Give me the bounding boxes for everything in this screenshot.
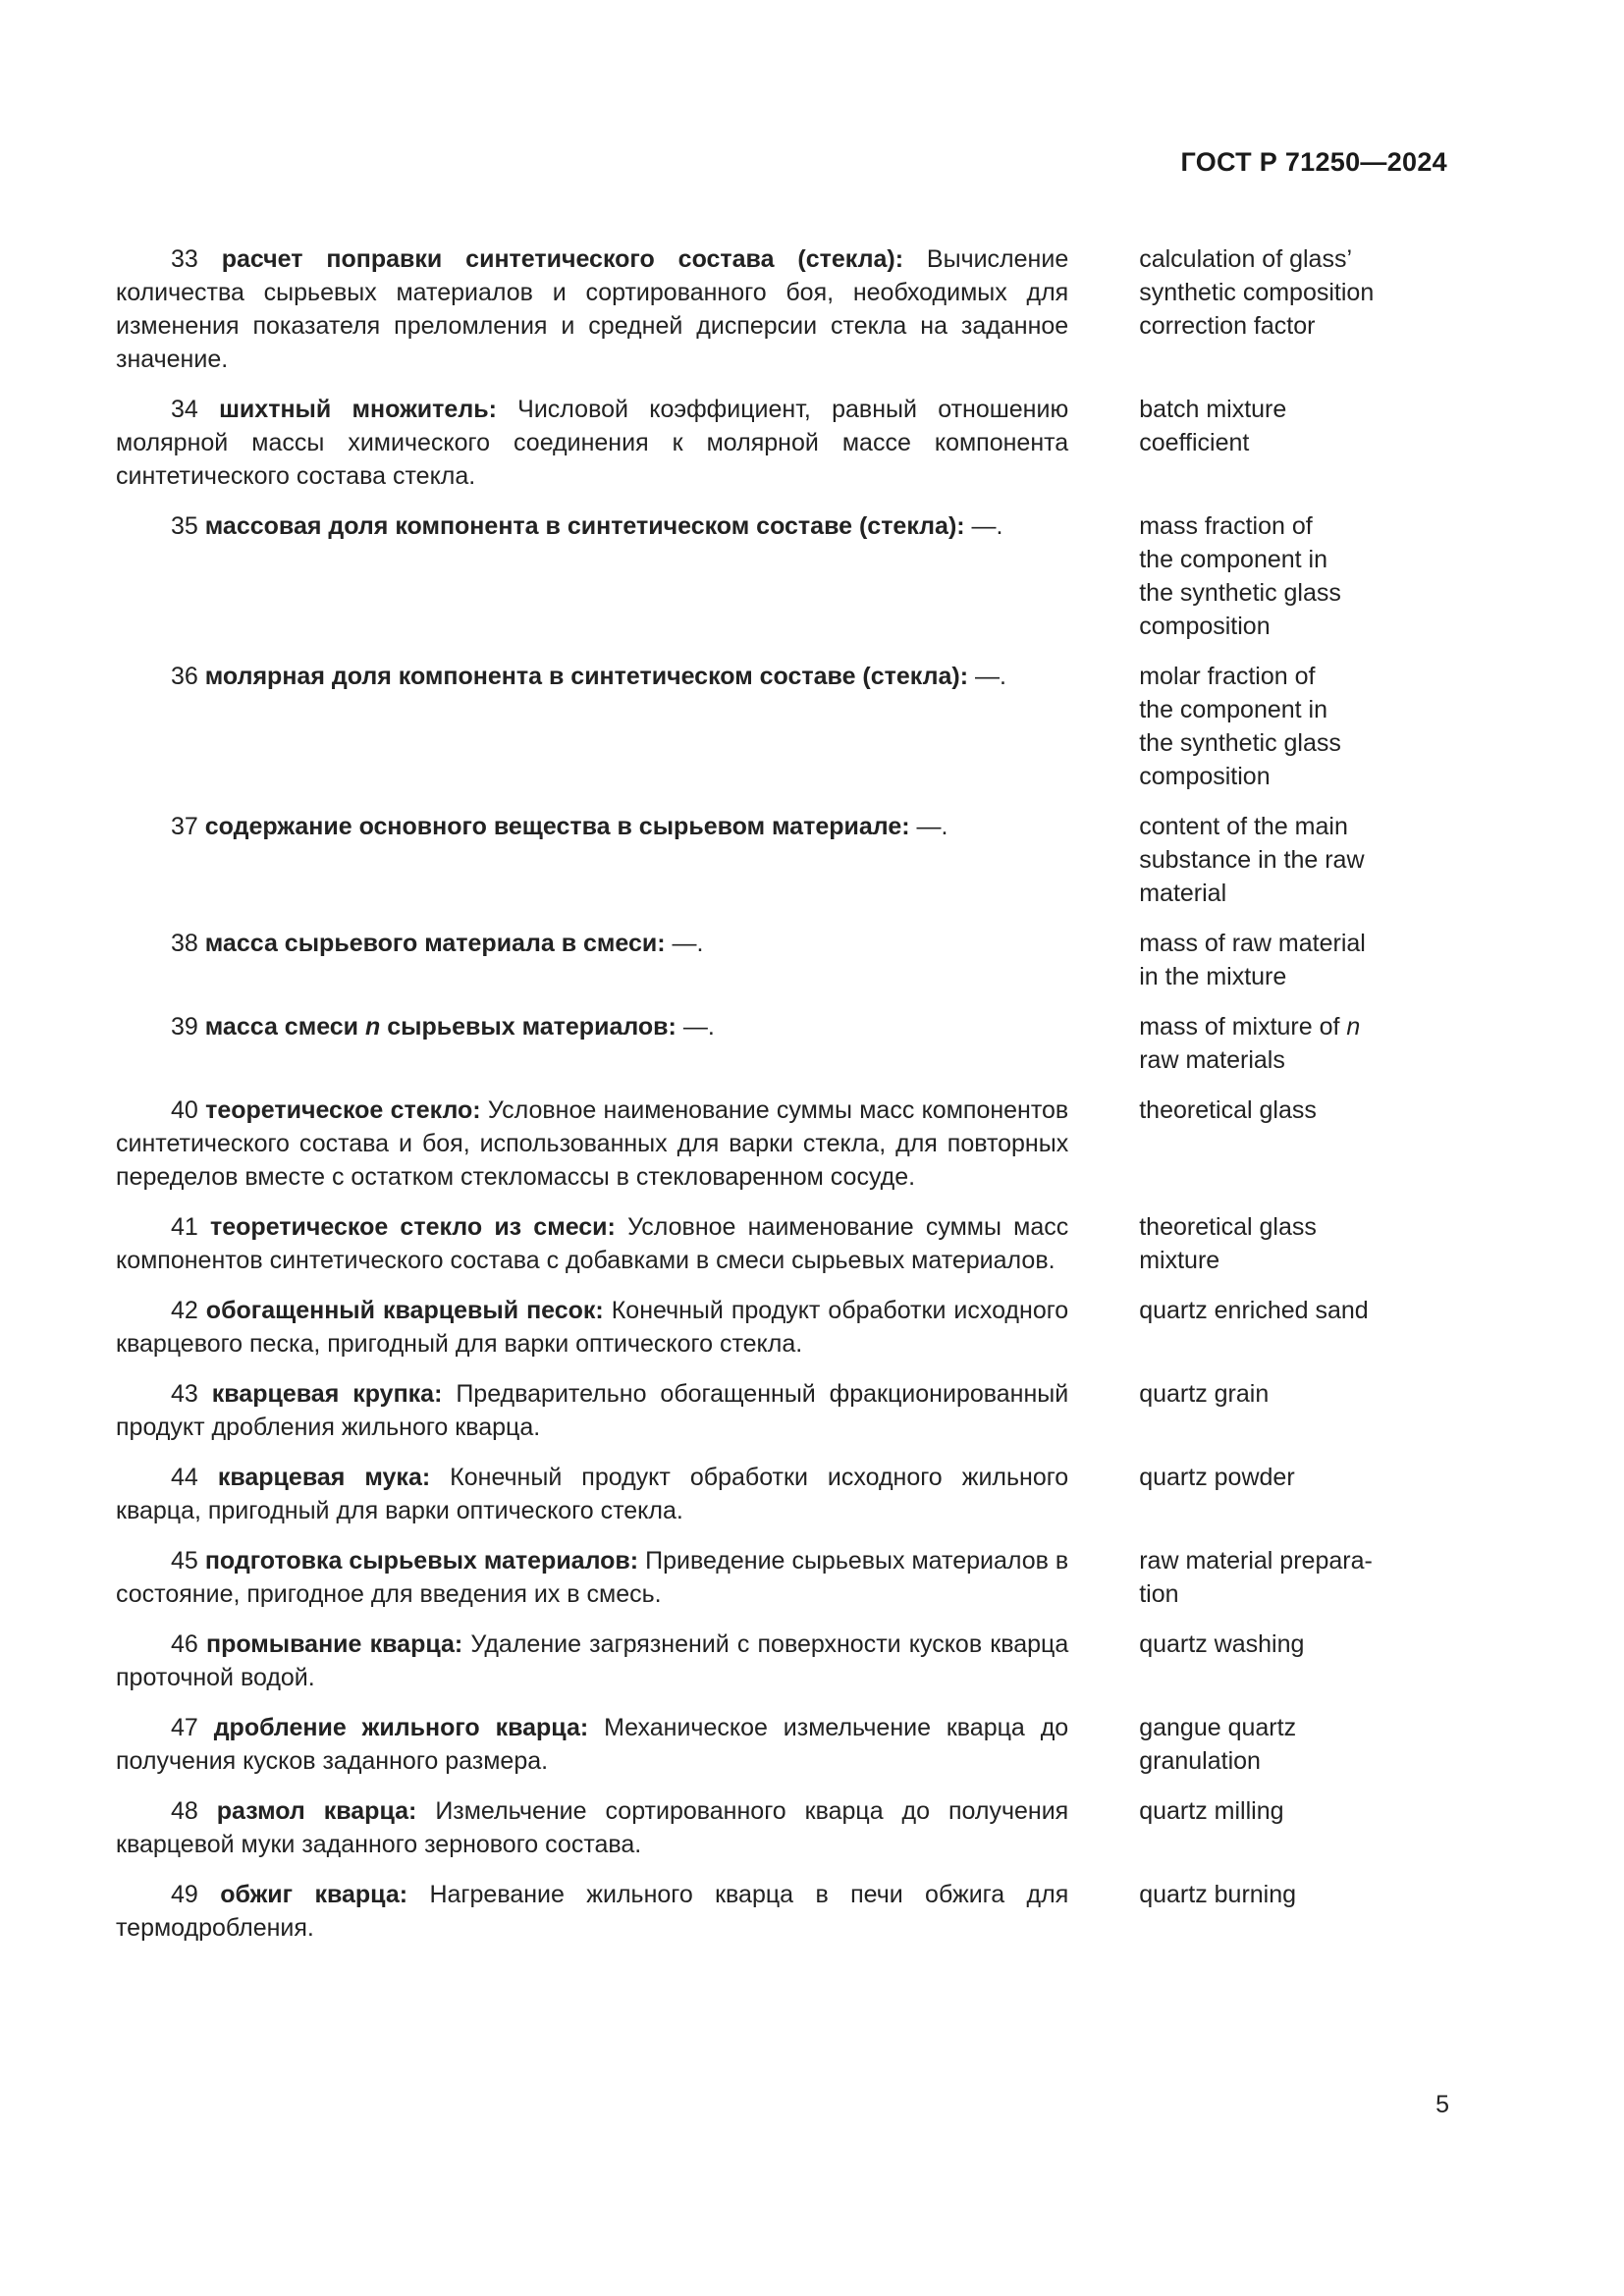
term-name: массовая доля компонента в синтетическом составе (стекла): xyxy=(204,512,965,540)
term-english-equivalent xyxy=(1139,810,1412,910)
term-english-line: composition xyxy=(1139,613,1271,640)
term-english-line: the component in xyxy=(1139,696,1328,723)
term-english-line: mixture xyxy=(1139,1247,1220,1274)
term-name: подготовка сырьевых материалов: xyxy=(204,1547,639,1575)
term-english-line: quartz enriched sand xyxy=(1139,1297,1369,1324)
term-definition-ru xyxy=(116,1294,1068,1361)
term-name: масса смеси n сырьевых материалов: xyxy=(204,1013,677,1041)
term-definition-ru xyxy=(116,927,1068,960)
term-english-equivalent xyxy=(1139,1377,1412,1411)
term-definition-ru xyxy=(116,1628,1068,1694)
term-number: 39 xyxy=(171,1013,198,1041)
term-definition-ru xyxy=(116,1544,1068,1611)
term-name: обогащенный кварцевый песок: xyxy=(205,1297,604,1324)
term-number: 41 xyxy=(171,1213,198,1241)
term-name: шихтный множитель: xyxy=(219,396,497,423)
term-number: 35 xyxy=(171,512,198,540)
term-number: 46 xyxy=(171,1630,198,1658)
term-english-line: the synthetic glass xyxy=(1139,729,1341,757)
term-entry xyxy=(116,1210,1412,1277)
term-definition-ru xyxy=(116,1878,1068,1945)
term-english-line: substance in the raw xyxy=(1139,846,1365,874)
term-definition-text: —. xyxy=(676,1013,715,1041)
term-english-line: the component in xyxy=(1139,546,1328,573)
term-definition-ru xyxy=(116,242,1068,376)
term-entry xyxy=(116,660,1412,793)
term-name: молярная доля компонента в синтетическом составе (стекла): xyxy=(204,663,969,690)
term-entry xyxy=(116,242,1412,376)
term-name: теоретическое стекло из смеси: xyxy=(210,1213,616,1241)
term-entry xyxy=(116,1461,1412,1527)
term-definition-text: —. xyxy=(665,930,704,957)
term-english-line: tion xyxy=(1139,1580,1179,1608)
term-number: 47 xyxy=(171,1714,198,1741)
term-english-equivalent xyxy=(1139,660,1412,793)
term-number: 40 xyxy=(171,1096,198,1124)
term-name: расчет поправки синтетического состава (стекла): xyxy=(221,245,904,273)
term-name: теоретическое стекло: xyxy=(205,1096,481,1124)
term-name: обжиг кварца: xyxy=(220,1881,408,1908)
term-name: масса сырьевого материала в смеси: xyxy=(204,930,666,957)
term-english-equivalent xyxy=(1139,1010,1412,1077)
term-definition-text: Предварительно обогащенный фракционированный продукт дробления жильного кварца. xyxy=(116,1380,1069,1441)
term-entry xyxy=(116,509,1412,643)
term-definition-ru xyxy=(116,810,1068,843)
term-english-equivalent xyxy=(1139,242,1412,343)
term-english-equivalent xyxy=(1139,927,1412,993)
term-number: 48 xyxy=(171,1797,198,1825)
term-english-line: gangue quartz xyxy=(1139,1714,1297,1741)
term-entry xyxy=(116,1094,1412,1194)
term-english-line: the synthetic glass xyxy=(1139,579,1341,607)
term-definition-ru xyxy=(116,660,1068,693)
term-entry xyxy=(116,1878,1412,1945)
term-definition-text: Числовой коэффициент, равный отношению молярной массы химического соединения к молярной массе компонента синтетического состава стекла. xyxy=(116,396,1069,490)
term-english-equivalent xyxy=(1139,1461,1412,1494)
term-number: 49 xyxy=(171,1881,198,1908)
term-name: содержание основного вещества в сырьевом материале: xyxy=(204,813,910,840)
term-definition-text: Измельчение сортированного кварца до получения кварцевой муки заданного зернового состава. xyxy=(116,1797,1069,1858)
term-english-line: coefficient xyxy=(1139,429,1250,456)
term-entry xyxy=(116,1794,1412,1861)
term-definition-ru xyxy=(116,1461,1068,1527)
term-definition-text: Условное наименование суммы масс компонентов синтетического состава и боя, использованных для варки стекла, для повторных переделов вместе с остатком стекломассы в стекловаренном сосуде. xyxy=(116,1096,1069,1191)
term-number: 45 xyxy=(171,1547,198,1575)
term-english-equivalent xyxy=(1139,393,1412,459)
term-english-line: mass of raw material xyxy=(1139,930,1366,957)
term-entry xyxy=(116,1711,1412,1778)
term-definition-text: Вычисление количества сырьевых материалов и сортированного боя, необходимых для изменения показателя преломления и средней дисперсии стекла на заданное значение. xyxy=(116,245,1069,373)
term-english-line: material xyxy=(1139,880,1227,907)
term-definition-ru xyxy=(116,1794,1068,1861)
term-definition-ru xyxy=(116,1377,1068,1444)
term-entry xyxy=(116,393,1412,493)
term-english-line: theoretical glass xyxy=(1139,1096,1317,1124)
term-english-equivalent xyxy=(1139,1294,1412,1327)
term-number: 42 xyxy=(171,1297,198,1324)
term-definition-text: Удаление загрязнений с поверхности кусков кварца проточной водой. xyxy=(116,1630,1069,1691)
term-number: 44 xyxy=(171,1464,198,1491)
term-entry xyxy=(116,1628,1412,1694)
term-number: 36 xyxy=(171,663,198,690)
term-entry xyxy=(116,1544,1412,1611)
term-english-line: raw material prepara- xyxy=(1139,1547,1373,1575)
term-name: кварцевая мука: xyxy=(217,1464,431,1491)
term-english-line: raw materials xyxy=(1139,1046,1285,1074)
term-definition-ru xyxy=(116,393,1068,493)
term-definition-text: Нагревание жильного кварца в печи обжига для термодробления. xyxy=(116,1881,1069,1942)
term-english-line: in the mixture xyxy=(1139,963,1287,990)
term-definition-ru xyxy=(116,1210,1068,1277)
term-name: промывание кварца: xyxy=(205,1630,463,1658)
term-english-line: correction factor xyxy=(1139,312,1316,340)
term-english-line: mass fraction of xyxy=(1139,512,1313,540)
term-definition-text: Условное наименование суммы масс компонентов синтетического состава с добавками в смеси сырьевых материалов. xyxy=(116,1213,1069,1274)
term-entry xyxy=(116,1377,1412,1444)
term-english-equivalent xyxy=(1139,1711,1412,1778)
term-definition-text: Конечный продукт обработки исходного кварцевого песка, пригодный для варки оптического стекла. xyxy=(116,1297,1069,1358)
term-english-line: content of the main xyxy=(1139,813,1348,840)
term-number: 34 xyxy=(171,396,198,423)
term-english-line: granulation xyxy=(1139,1747,1261,1775)
term-english-line: synthetic composition xyxy=(1139,279,1375,306)
term-number: 43 xyxy=(171,1380,198,1408)
page-number: 5 xyxy=(1435,2091,1449,2118)
term-english-line: quartz washing xyxy=(1139,1630,1305,1658)
term-english-equivalent xyxy=(1139,509,1412,643)
term-definition-ru xyxy=(116,1010,1068,1043)
term-name: кварцевая крупка: xyxy=(211,1380,443,1408)
term-definition-text: Конечный продукт обработки исходного жильного кварца, пригодный для варки оптического стекла. xyxy=(116,1464,1069,1524)
term-definition-ru xyxy=(116,1711,1068,1778)
term-number: 38 xyxy=(171,930,198,957)
term-definition-text: —. xyxy=(968,663,1006,690)
term-english-equivalent xyxy=(1139,1210,1412,1277)
term-entry xyxy=(116,927,1412,993)
term-english-line: composition xyxy=(1139,763,1271,790)
term-english-equivalent xyxy=(1139,1544,1412,1611)
term-entry xyxy=(116,1010,1412,1077)
terms-list xyxy=(116,242,1412,1961)
term-definition-ru xyxy=(116,1094,1068,1194)
term-english-equivalent xyxy=(1139,1628,1412,1661)
term-english-equivalent xyxy=(1139,1794,1412,1828)
term-entry xyxy=(116,810,1412,910)
term-english-line: batch mixture xyxy=(1139,396,1287,423)
term-english-line: theoretical glass xyxy=(1139,1213,1317,1241)
term-name: дробление жильного кварца: xyxy=(213,1714,589,1741)
term-english-line: molar fraction of xyxy=(1139,663,1316,690)
term-english-equivalent xyxy=(1139,1094,1412,1127)
term-number: 33 xyxy=(171,245,198,273)
term-english-line: quartz burning xyxy=(1139,1881,1297,1908)
term-english-line: calculation of glass’ xyxy=(1139,245,1353,273)
term-english-line: quartz powder xyxy=(1139,1464,1295,1491)
document-code-header: ГОСТ Р 71250—2024 xyxy=(1180,147,1447,177)
term-definition-text: Приведение сырьевых материалов в состояние, пригодное для введения их в смесь. xyxy=(116,1547,1069,1608)
term-entry xyxy=(116,1294,1412,1361)
term-definition-text: Механическое измельчение кварца до получения кусков заданного размера. xyxy=(116,1714,1069,1775)
term-english-line: quartz milling xyxy=(1139,1797,1284,1825)
term-definition-text: —. xyxy=(964,512,1003,540)
term-english-line: quartz grain xyxy=(1139,1380,1270,1408)
term-english-line: mass of mixture of n xyxy=(1139,1013,1361,1041)
term-definition-text: —. xyxy=(909,813,948,840)
term-definition-ru xyxy=(116,509,1068,543)
term-number: 37 xyxy=(171,813,198,840)
term-english-equivalent xyxy=(1139,1878,1412,1911)
term-name: размол кварца: xyxy=(216,1797,417,1825)
